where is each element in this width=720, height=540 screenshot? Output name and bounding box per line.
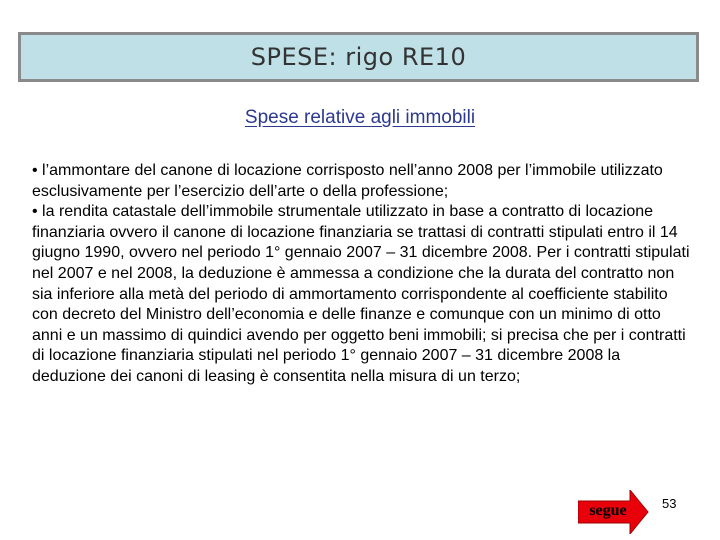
slide-subtitle-text: Spese relative agli immobili <box>244 107 476 128</box>
bullet-item: • la rendita catastale dell’immobile strumentale utilizzato in base a contratto di locazione finanziaria ovvero il canone di locazione finanziaria se trattasi di contratti stipulati entro il 14 giugno 1990, ovvero nel periodo 1° gennaio 2007 – 31 dicembre 2008. Per i contratti stipulati nel 2007 e nel 2008, la deduzione è ammessa a condizione che la durata del contratto non sia inferiore alla metà del periodo di ammortamento corrispondente al coefficiente stabilito con decreto del Ministro dell’economia e delle finanze e comunque con un minimo di otto anni e un massimo di quindici avendo per oggetto beni immobili; si precisa che per i contratti di locazione finanziaria stipulati nel periodo 1° gennaio 2007 – 31 dicembre 2008 la deduzione dei canoni di leasing è consentita nella misura di un terzo; <box>32 203 690 385</box>
slide-title: SPESE: rigo RE10 <box>250 43 467 71</box>
bullet-item: • l’ammontare del canone di locazione corrisposto nell’anno 2008 per l’immobile utilizzato esclusivamente per l’esercizio dell’arte o della professione; <box>32 162 663 200</box>
page-number: 53 <box>662 496 677 511</box>
slide-title-box <box>18 32 699 82</box>
slide-body <box>32 161 692 388</box>
next-slide-button[interactable] <box>578 490 650 534</box>
slide-subtitle <box>0 107 720 129</box>
next-slide-label: segue <box>589 502 627 519</box>
